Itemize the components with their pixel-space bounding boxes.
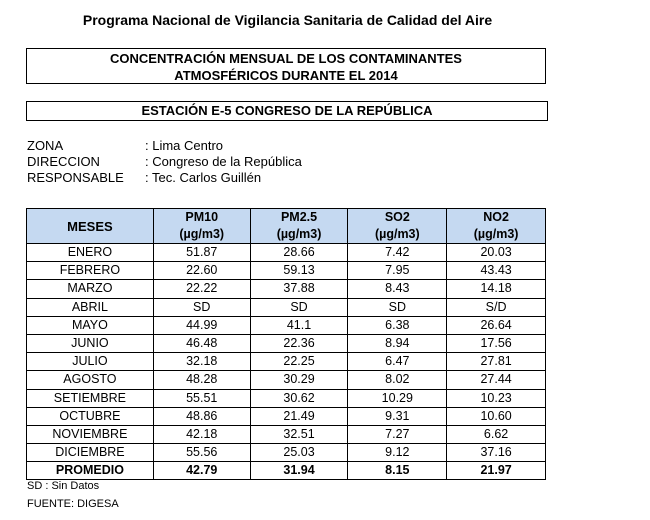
no2-cell: 10.23 — [447, 389, 546, 407]
average-so2-cell: 8.15 — [348, 462, 447, 480]
column-unit: (µg/m3) — [374, 227, 420, 241]
pm25-cell: 32.51 — [250, 425, 348, 443]
pm10-cell: 55.56 — [153, 444, 250, 462]
average-pm25-cell: 31.94 — [250, 462, 348, 480]
table-row — [27, 280, 546, 298]
no2-cell: 6.62 — [447, 425, 546, 443]
pm10-cell: 51.87 — [153, 244, 250, 262]
table-row — [27, 425, 546, 443]
pm10-cell: 46.48 — [153, 334, 250, 352]
so2-cell: 7.27 — [348, 425, 447, 443]
pm10-cell: SD — [153, 298, 250, 316]
column-name: SO2 — [384, 210, 410, 224]
pm10-cell: 22.60 — [153, 262, 250, 280]
column-name: PM2.5 — [280, 210, 318, 224]
pm10-cell: 42.18 — [153, 425, 250, 443]
pm10-cell: 48.86 — [153, 407, 250, 425]
program-title: Programa Nacional de Vigilancia Sanitaria de Calidad del Aire — [82, 12, 493, 28]
info-label: RESPONSABLE — [27, 170, 124, 185]
no2-cell: 26.64 — [447, 316, 546, 334]
month-cell: ENERO — [27, 244, 154, 262]
month-cell: OCTUBRE — [27, 407, 154, 425]
report-title-line2: ATMOSFÉRICOS DURANTE EL 2014 — [174, 68, 398, 83]
info-row-responsable — [27, 170, 302, 186]
station-info — [27, 138, 302, 186]
pm25-cell: 22.25 — [250, 353, 348, 371]
pm10-cell: 44.99 — [153, 316, 250, 334]
table-row — [27, 298, 546, 316]
info-row-zona — [27, 138, 302, 154]
pm25-cell: 37.88 — [250, 280, 348, 298]
source-footnote: FUENTE: DIGESA — [27, 498, 119, 510]
so2-cell: 7.42 — [348, 244, 447, 262]
column-name: NO2 — [483, 210, 509, 224]
no2-cell: 14.18 — [447, 280, 546, 298]
so2-cell: SD — [348, 298, 447, 316]
info-value: : Congreso de la República — [145, 154, 302, 169]
table-row — [27, 389, 546, 407]
column-name: PM10 — [185, 210, 219, 224]
no2-cell: 10.60 — [447, 407, 546, 425]
month-cell: JULIO — [27, 353, 154, 371]
month-cell: FEBRERO — [27, 262, 154, 280]
table-row — [27, 353, 546, 371]
no2-cell: 20.03 — [447, 244, 546, 262]
pm25-cell: 41.1 — [250, 316, 348, 334]
pm10-cell: 48.28 — [153, 371, 250, 389]
column-header-pm25 — [250, 209, 348, 244]
average-no2-cell: 21.97 — [447, 462, 546, 480]
pm25-cell: SD — [250, 298, 348, 316]
column-header-so2 — [348, 209, 447, 244]
month-cell: DICIEMBRE — [27, 444, 154, 462]
month-cell: MAYO — [27, 316, 154, 334]
column-header-no2 — [447, 209, 546, 244]
pm25-cell: 22.36 — [250, 334, 348, 352]
table-row — [27, 262, 546, 280]
pm25-cell: 30.29 — [250, 371, 348, 389]
pm25-cell: 30.62 — [250, 389, 348, 407]
month-cell: MARZO — [27, 280, 154, 298]
table-row — [27, 244, 546, 262]
month-cell: JUNIO — [27, 334, 154, 352]
table-row — [27, 444, 546, 462]
table-row — [27, 371, 546, 389]
so2-cell: 8.02 — [348, 371, 447, 389]
column-header-pm10 — [153, 209, 250, 244]
pm25-cell: 21.49 — [250, 407, 348, 425]
table-body — [27, 244, 546, 480]
month-cell: SETIEMBRE — [27, 389, 154, 407]
so2-cell: 9.31 — [348, 407, 447, 425]
so2-cell: 9.12 — [348, 444, 447, 462]
no2-cell: 27.81 — [447, 353, 546, 371]
station-title: ESTACIÓN E-5 CONGRESO DE LA REPÚBLICA — [26, 101, 548, 121]
no2-cell: S/D — [447, 298, 546, 316]
table-row — [27, 334, 546, 352]
pm25-cell: 59.13 — [250, 262, 348, 280]
table-row — [27, 316, 546, 334]
so2-cell: 6.38 — [348, 316, 447, 334]
table-row — [27, 407, 546, 425]
average-pm10-cell: 42.79 — [153, 462, 250, 480]
month-cell: AGOSTO — [27, 371, 154, 389]
pm10-cell: 32.18 — [153, 353, 250, 371]
column-unit: (µg/m3) — [276, 227, 322, 241]
table-header-row — [27, 209, 546, 244]
sd-footnote: SD : Sin Datos — [27, 480, 100, 492]
pm25-cell: 28.66 — [250, 244, 348, 262]
so2-cell: 10.29 — [348, 389, 447, 407]
average-row — [27, 462, 546, 480]
so2-cell: 6.47 — [348, 353, 447, 371]
month-cell: ABRIL — [27, 298, 154, 316]
pm25-cell: 25.03 — [250, 444, 348, 462]
no2-cell: 17.56 — [447, 334, 546, 352]
report-title-line1: CONCENTRACIÓN MENSUAL DE LOS CONTAMINANTES — [110, 51, 462, 66]
info-value: : Tec. Carlos Guillén — [145, 170, 262, 185]
pm10-cell: 22.22 — [153, 280, 250, 298]
column-header-meses: MESES — [27, 209, 154, 244]
month-cell: NOVIEMBRE — [27, 425, 154, 443]
info-row-direccion — [27, 154, 302, 170]
info-label: ZONA — [27, 138, 64, 153]
no2-cell: 27.44 — [447, 371, 546, 389]
report-title-box — [26, 48, 546, 84]
pm10-cell: 55.51 — [153, 389, 250, 407]
column-unit: (µg/m3) — [179, 227, 225, 241]
info-label: DIRECCION — [27, 154, 100, 169]
no2-cell: 37.16 — [447, 444, 546, 462]
so2-cell: 8.43 — [348, 280, 447, 298]
so2-cell: 8.94 — [348, 334, 447, 352]
column-unit: (µg/m3) — [473, 227, 519, 241]
no2-cell: 43.43 — [447, 262, 546, 280]
so2-cell: 7.95 — [348, 262, 447, 280]
average-label: PROMEDIO — [27, 462, 154, 480]
pollutant-table — [26, 208, 546, 480]
info-value: : Lima Centro — [145, 138, 224, 153]
